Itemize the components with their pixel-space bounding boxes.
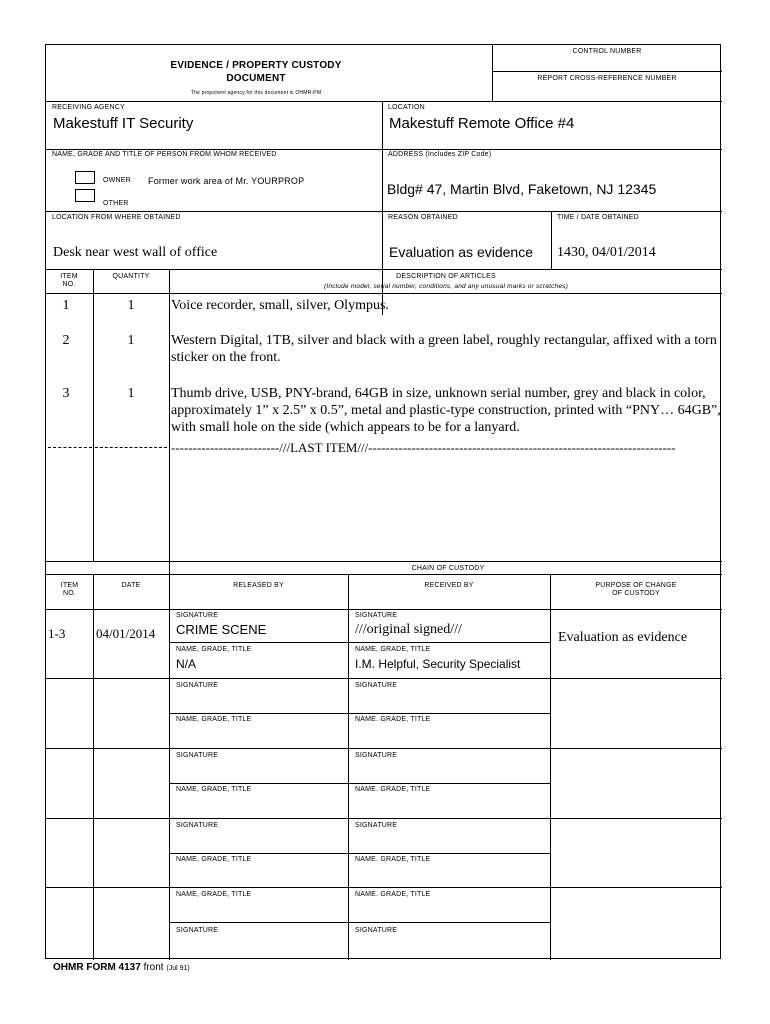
address-value[interactable]: Bldg# 47, Martin Blvd, Faketown, NJ 12345 [387, 181, 657, 197]
articles-item-label: ITEM NO. [60, 273, 78, 288]
custody-item-label: ITEM NO. [60, 582, 79, 597]
custody-form [45, 44, 721, 959]
received-signature-label: SIGNATURE [355, 822, 398, 829]
received-signature-label: SIGNATURE [355, 927, 398, 934]
address-label: ADDRESS (Includes ZIP Code) [388, 151, 492, 158]
released-signature-label: SIGNATURE [176, 927, 219, 934]
custody-date-value[interactable]: 04/01/2014 [96, 626, 156, 641]
form-title-line2: DOCUMENT [226, 73, 286, 84]
proponent-note: The proponent agency for this document is OHMR-PM [190, 90, 322, 96]
other-checkbox[interactable] [75, 189, 95, 202]
owner-label: OWNER [103, 177, 131, 184]
form-id: OHMR FORM 4137 [53, 962, 141, 973]
reason-obtained-label: REASON OBTAINED [388, 214, 458, 221]
articles-quantity-label: QUANTITY [112, 273, 150, 280]
item-description[interactable]: Thumb drive, USB, PNY-brand, 64GB in size, unknown serial number, grey and black in color, approximately 1” x 2.5” x 0.5”, metal and plastic-type construction, printed with “PNY… 64GB”, with small hole on the side (which appears to be for a lanyard. [171, 386, 721, 435]
chain-of-custody-title: CHAIN OF CUSTODY [411, 565, 485, 572]
released-signature-label: SIGNATURE [176, 612, 219, 619]
time-date-obtained-label: TIME / DATE OBTAINED [557, 214, 639, 221]
form-date: (Jul 91) [166, 965, 190, 972]
time-date-obtained-value[interactable]: 1430, 04/01/2014 [557, 245, 656, 260]
received-signature-label: SIGNATURE [355, 612, 398, 619]
released-signature-label: SIGNATURE [176, 682, 219, 689]
owner-value[interactable]: Former work area of Mr. YOURPROP [148, 176, 305, 186]
location-label: LOCATION [388, 104, 425, 111]
received-signature-label: SIGNATURE [355, 682, 398, 689]
item-no: 2 [62, 333, 70, 348]
reason-obtained-value[interactable]: Evaluation as evidence [389, 244, 533, 260]
report-xref-label: REPORT CROSS-REFERENCE NUMBER [537, 75, 677, 82]
item-no: 1 [62, 298, 70, 313]
received-name-label: NAME. GRADE, TITLE [355, 856, 431, 863]
location-obtained-value[interactable]: Desk near west wall of office [53, 245, 218, 260]
last-item-marker: -------------------------///LAST ITEM///----------------------------------------------------------------------- [171, 440, 676, 455]
articles-desc-label: DESCRIPTION OF ARTICLES [396, 273, 496, 280]
released-by-label: RELEASED BY [233, 582, 284, 589]
purpose-label: PURPOSE OF CHANGE OF CUSTODY [595, 582, 677, 597]
item-qty: 1 [127, 333, 135, 348]
released-name-label: NAME, GRADE, TITLE [176, 891, 252, 898]
location-obtained-label: LOCATION FROM WHERE OBTAINED [52, 214, 181, 221]
released-name-label: NAME, GRADE, TITLE [176, 716, 252, 723]
report-xref-field[interactable] [498, 85, 718, 95]
received-signature-label: SIGNATURE [355, 752, 398, 759]
released-name-value[interactable]: N/A [176, 657, 197, 671]
form-front: front [143, 962, 164, 973]
item-qty: 1 [127, 386, 135, 401]
receiving-agency-label: RECEIVING AGENCY [52, 104, 125, 111]
item-no: 3 [62, 386, 70, 401]
custody-date-label: DATE [121, 582, 141, 589]
form-footer [53, 962, 190, 973]
location-value[interactable]: Makestuff Remote Office #4 [389, 115, 575, 132]
articles-desc-sublabel: (Include model, serial number, conditions, and any unusual marks or scratches) [324, 283, 568, 290]
item-description[interactable]: Western Digital, 1TB, silver and black with a green label, roughly rectangular, affixed with a torn sticker on the front. [171, 333, 717, 365]
custody-item-value[interactable]: 1-3 [48, 626, 66, 641]
item-qty: 1 [127, 298, 135, 313]
received-signature-value[interactable]: ///original signed/// [355, 622, 462, 637]
received-name-value[interactable]: I.M. Helpful, Security Specialist [355, 657, 521, 671]
released-signature-label: SIGNATURE [176, 822, 219, 829]
released-name-label: NAME, GRADE, TITLE [176, 786, 252, 793]
received-name-label: NAME, GRADE, TITLE [355, 646, 431, 653]
last-item-dash-left [48, 447, 92, 448]
received-name-label: NAME. GRADE, TITLE [355, 786, 431, 793]
last-item-dash-qty [95, 447, 167, 448]
receiving-agency-value[interactable]: Makestuff IT Security [53, 115, 194, 132]
released-name-label: NAME, GRADE, TITLE [176, 856, 252, 863]
released-signature-value[interactable]: CRIME SCENE [176, 622, 267, 637]
purpose-value[interactable]: Evaluation as evidence [558, 630, 688, 645]
other-label: OTHER [103, 200, 129, 207]
control-number-label: CONTROL NUMBER [572, 48, 642, 55]
released-name-label: NAME, GRADE, TITLE [176, 646, 252, 653]
owner-checkbox[interactable] [75, 171, 95, 184]
received-from-label: NAME, GRADE AND TITLE OF PERSON FROM WHOM RECEIVED [52, 151, 277, 158]
released-signature-label: SIGNATURE [176, 752, 219, 759]
item-description[interactable]: Voice recorder, small, silver, Olympus. [171, 298, 389, 313]
received-name-label: NAME. GRADE, TITLE [355, 716, 431, 723]
received-by-label: RECEIVED BY [424, 582, 474, 589]
control-number-field[interactable] [498, 58, 718, 68]
form-title-line1: EVIDENCE / PROPERTY CUSTODY [170, 60, 342, 71]
received-name-label: NAME. GRADE, TITLE [355, 891, 431, 898]
